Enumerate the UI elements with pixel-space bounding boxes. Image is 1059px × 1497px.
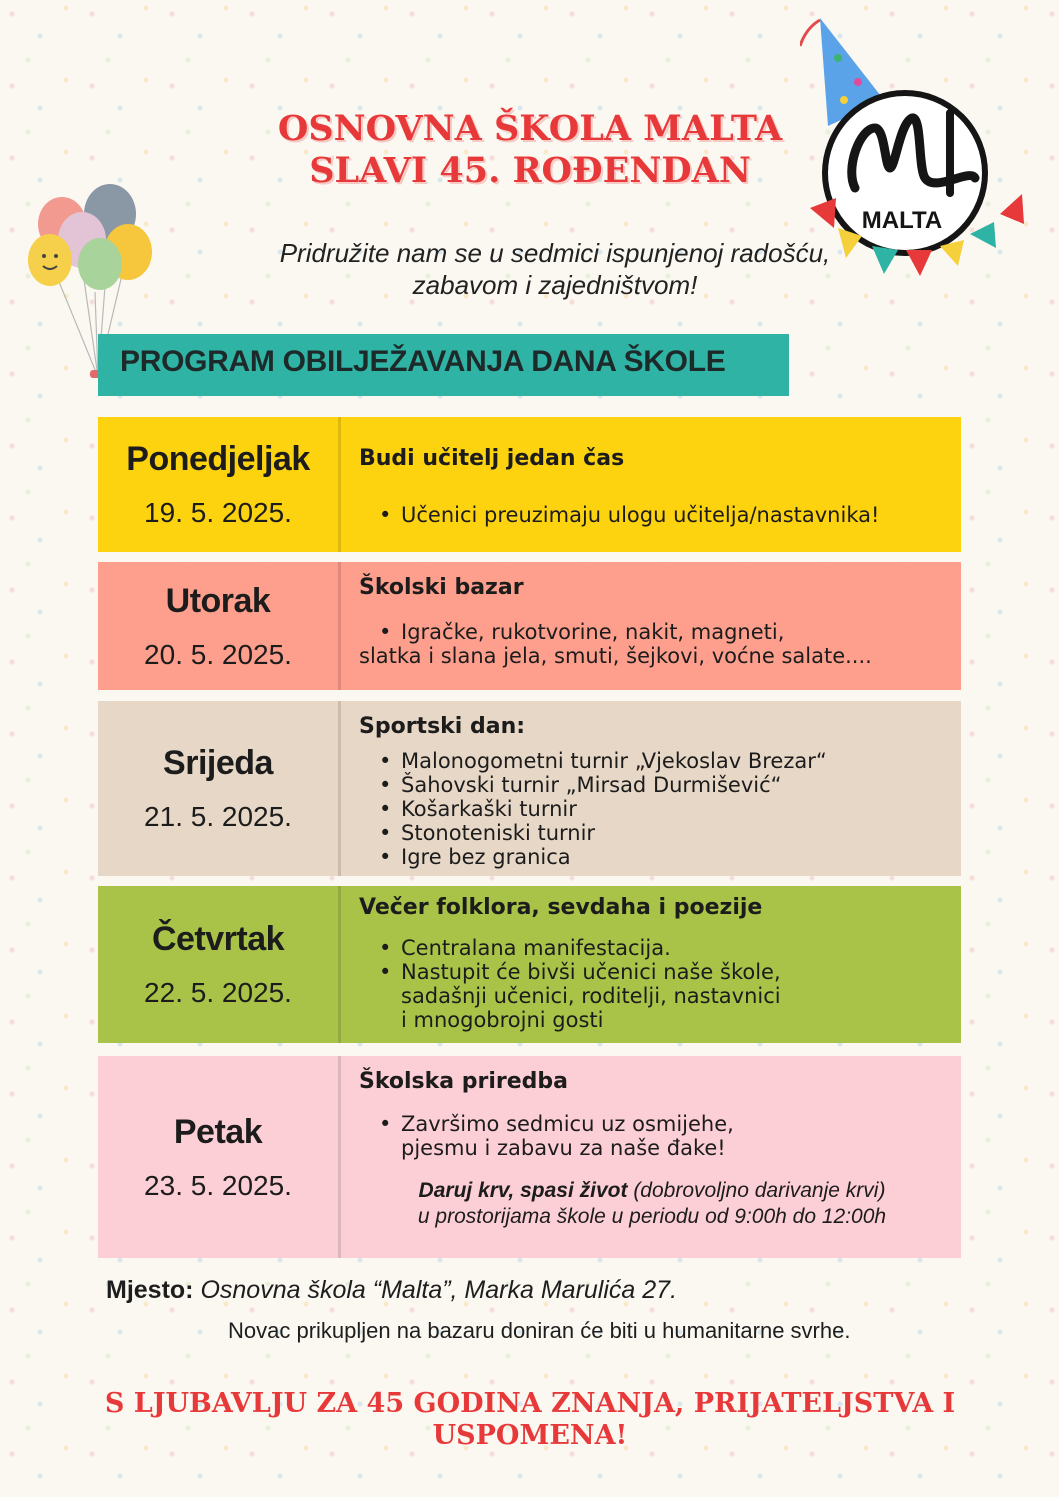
day-name: Petak	[173, 1112, 263, 1151]
event-cell	[341, 417, 961, 552]
schedule-row-thursday	[98, 886, 961, 1043]
closing-line-2: USPOMENA!	[432, 1420, 628, 1451]
subtitle-line-1: Pridružite nam se u sedmici ispunjenoj radošću,	[279, 238, 831, 268]
subtitle-line-2: zabavom i zajedništvom!	[412, 270, 698, 300]
day-date: 23. 5. 2025.	[144, 1169, 292, 1201]
list-item-continuation: i mnogobrojni gosti	[401, 1008, 604, 1032]
note-bold: Daruj krv, spasi život	[418, 1179, 628, 1202]
event-items	[359, 503, 945, 527]
day-cell	[98, 562, 341, 690]
list-item: • Košarkaški turnir	[359, 797, 945, 821]
event-title: Sportski dan:	[359, 714, 526, 739]
list-item: • Igračke, rukotvorine, nakit, magneti,	[359, 620, 945, 644]
note-line-2: u prostorijama škole u periodu od 9:00h do 12:00h	[417, 1205, 887, 1228]
list-item: • Centralana manifestacija.	[359, 936, 945, 960]
program-banner	[98, 334, 789, 396]
location	[106, 1276, 677, 1305]
title-line-1: OSNOVNA ŠKOLA MALTA	[277, 108, 783, 149]
list-item: • Stonoteniski turnir	[359, 821, 945, 845]
event-cell	[341, 562, 961, 690]
list-item: • Učenici preuzimaju ulogu učitelja/nastavnika!	[359, 503, 945, 527]
closing-message	[80, 1388, 980, 1452]
day-cell	[98, 701, 341, 876]
closing-line-1: S LJUBAVLJU ZA 45 GODINA ZNANJA, PRIJATELJSTVA I	[104, 1388, 956, 1419]
list-item: • Igre bez granica	[359, 845, 945, 869]
note-rest: (dobrovoljno darivanje krvi)	[627, 1179, 886, 1202]
event-cell	[341, 701, 961, 876]
schedule-row-wednesday	[98, 701, 961, 876]
event-title: Budi učitelj jedan čas	[359, 446, 625, 471]
blood-donation-note	[359, 1178, 945, 1230]
schedule-row-tuesday	[98, 562, 961, 690]
list-item-continuation: sadašnji učenici, roditelji, nastavnici	[401, 984, 781, 1008]
event-title: Školska priredba	[359, 1069, 569, 1094]
list-item: • Malonogometni turnir „Vjekoslav Brezar“	[359, 749, 945, 773]
event-items	[359, 1112, 945, 1160]
day-name: Srijeda	[163, 744, 273, 782]
event-title: Večer folklora, sevdaha i poezije	[359, 895, 763, 920]
day-date: 19. 5. 2025.	[144, 497, 292, 528]
schedule-row-monday	[98, 417, 961, 552]
event-cell	[341, 1056, 961, 1258]
day-name: Utorak	[165, 581, 271, 620]
note-line-1	[359, 1178, 945, 1204]
day-date: 20. 5. 2025.	[144, 638, 292, 670]
list-item-continuation: pjesmu i zabavu za naše đake!	[401, 1136, 726, 1160]
event-title: Školski bazar	[359, 575, 524, 600]
day-name: Četvrtak	[151, 920, 285, 958]
page-title	[180, 108, 880, 192]
event-items	[359, 936, 945, 1032]
day-date: 21. 5. 2025.	[144, 801, 292, 832]
list-item: • Nastupit će bivši učenici naše škole,	[359, 960, 945, 984]
program-heading: PROGRAM OBILJEŽAVANJA DANA ŠKOLE	[120, 345, 726, 378]
day-cell	[98, 417, 341, 552]
event-cell	[341, 886, 961, 1043]
subtitle	[180, 237, 930, 301]
bazaar-note: Novac prikupljen na bazaru doniran će biti u humanitarne svrhe.	[228, 1318, 851, 1343]
location-label: Mjesto:	[106, 1276, 194, 1304]
event-items	[359, 620, 945, 668]
day-cell	[98, 1056, 341, 1258]
schedule-row-friday	[98, 1056, 961, 1258]
list-item-continuation: slatka i slana jela, smuti, šejkovi, voćne salate....	[359, 644, 872, 668]
list-item: • Završimo sedmicu uz osmijehe,	[359, 1112, 945, 1136]
day-date: 22. 5. 2025.	[144, 977, 292, 1008]
event-items	[359, 749, 945, 869]
day-cell	[98, 886, 341, 1043]
title-line-2: SLAVI 45. ROĐENDAN	[309, 150, 751, 191]
list-item: • Šahovski turnir „Mirsad Durmišević“	[359, 773, 945, 797]
day-name: Ponedjeljak	[126, 440, 310, 478]
logo-text: MALTA	[861, 207, 943, 234]
location-value: Osnovna škola “Malta”, Marka Marulića 27.	[193, 1276, 678, 1304]
